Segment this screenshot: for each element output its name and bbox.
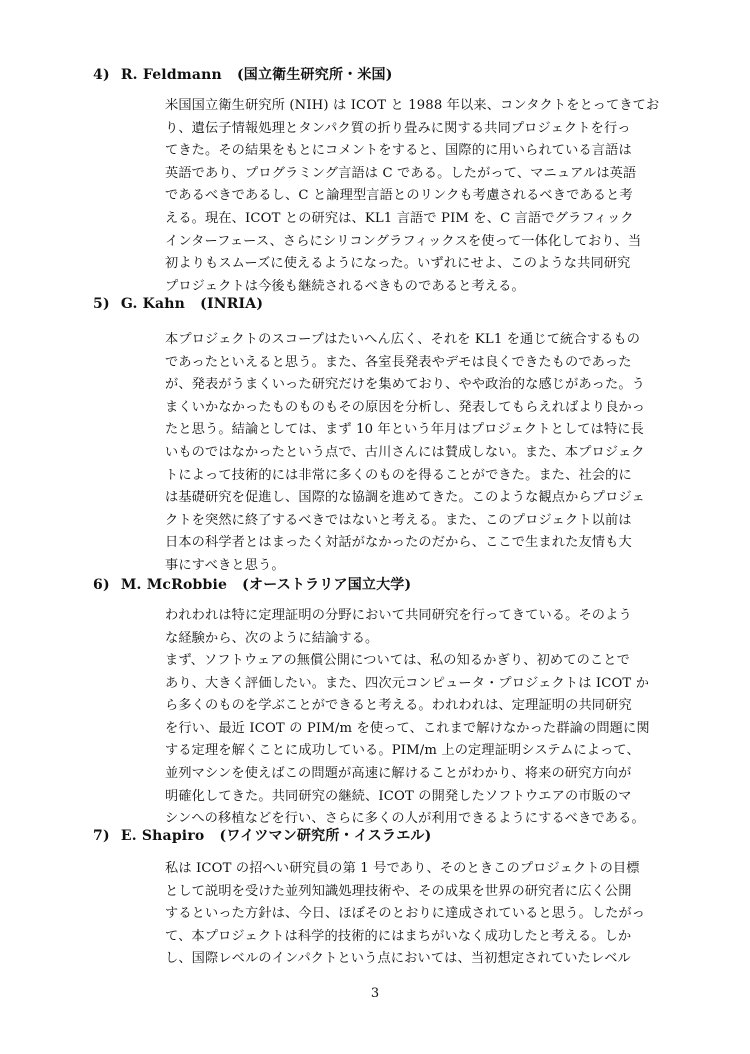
- paragraph-shapiro: [165, 858, 670, 971]
- text-line: て、本プロジェクトは科学的技術的にはまちがいなく成功したと考える。しか: [165, 928, 632, 944]
- paragraph-mcrobbie-1: [165, 605, 670, 650]
- section-heading-shapiro: [93, 825, 431, 845]
- text-line: シンへの移植などを行い、さらに多くの人が利用できるようにするべきである。: [165, 811, 645, 827]
- section-heading-kahn: [93, 296, 263, 312]
- text-line: てきた。その結果をもとにコメントをすると、国際的に用いられている言語は: [165, 143, 632, 159]
- text-line: ら多くのものを学ぶことができると考える。われわれは、定理証明の共同研究: [165, 698, 632, 714]
- section-number: 6): [93, 577, 110, 593]
- section-heading-feldmann: [93, 64, 393, 84]
- text-line: 事にすべきと思う。: [165, 557, 285, 573]
- paragraph-mcrobbie-2: [165, 650, 670, 831]
- paragraph-kahn: [165, 329, 670, 578]
- text-line: 私は ICOT の招へい研究員の第 1 号であり、そのときこのプロジェクトの目標: [165, 861, 640, 876]
- text-line: であるべきであるし、C と論理型言語とのリンクも考慮されるべきであると考: [165, 188, 633, 204]
- text-line: トによって技術的には非常に多くのものを得ることができた。また、社会的に: [165, 467, 632, 483]
- text-line: として説明を受けた並列知識処理技術や、その成果を世界の研究者に広く公開: [165, 883, 632, 899]
- section-person-name: E. Shapiro: [120, 828, 205, 844]
- text-line: を行い、最近 ICOT の PIM/m を使って、これまで解けなかった群論の問題に関: [165, 720, 650, 736]
- text-line: 本プロジェクトのスコープはたいへん広く、それを KL1 を通じて統合するもの: [165, 332, 641, 347]
- text-line: プロジェクトは今後も継続されるべきものであると考える。: [165, 278, 525, 294]
- text-line: まくいかなかったものものもその原因を分析し、発表してもらえればより良かっ: [165, 399, 646, 415]
- section-person-name: M. McRobbie: [120, 577, 228, 593]
- text-line: える。現在、ICOT との研究は、KL1 言語で PIM を、C 言語でグラフィック: [165, 210, 634, 226]
- text-line: 日本の科学者とはまったく対話がなかったのだから、ここで生まれた友情も大: [165, 535, 632, 551]
- text-line: な経験から、次のように結論する。: [165, 630, 379, 646]
- section-affiliation: (国立衛生研究所・米国): [236, 67, 393, 83]
- section-affiliation: (INRIA): [200, 296, 264, 312]
- section-affiliation: (ワイツマン研究所・イスラエル): [219, 828, 432, 844]
- text-line: インターフェース、さらにシリコングラフィックスを使って一体化しており、当: [165, 233, 642, 249]
- text-line: が、発表がうまくいった研究だけを集めており、やや政治的な感じがあった。う: [165, 377, 646, 393]
- text-line: する定理を解くことに成功している。PIM/m 上の定理証明システムによって、: [165, 743, 640, 759]
- section-person-name: R. Feldmann: [120, 67, 222, 83]
- section-heading-mcrobbie: [93, 574, 411, 594]
- text-line: 米国国立衛生研究所 (NIH) は ICOT と 1988 年以来、コンタクトをとってきてお: [165, 98, 660, 113]
- text-line: 英語であり、プログラミング言語は C である。したがって、マニュアルは英語: [165, 165, 637, 181]
- text-line: 初よりもスムーズに使えるようになった。いずれにせよ、このような共同研究: [165, 256, 631, 272]
- text-line: し、国際レベルのインパクトという点においては、当初想定されていたレベル: [165, 951, 631, 967]
- text-line: あり、大きく評価したい。また、四次元コンピュータ・プロジェクトは ICOT か: [165, 675, 650, 691]
- text-line: われわれは特に定理証明の分野において共同研究を行ってきている。そのよう: [165, 608, 632, 623]
- section-number: 7): [93, 828, 110, 844]
- paragraph-feldmann: [165, 95, 670, 298]
- text-line: 明確化してきた。共同研究の継続、ICOT の開発したソフトウエアの市販のマ: [165, 788, 632, 804]
- text-line: は基礎研究を促進し、国際的な協調を進めてきた。このような観点からプロジェ: [165, 490, 645, 506]
- text-line: いものではなかったという点で、古川さんには賛成しない。また、本プロジェク: [165, 444, 645, 460]
- text-line: クトを突然に終了するべきではないと考える。また、このプロジェクト以前は: [165, 512, 632, 528]
- section-number: 5): [93, 296, 110, 312]
- text-line: たと思う。結論としては、まず 10 年という年月はプロジェクトとしては特に長: [165, 422, 644, 438]
- text-line: するといった方針は、今日、ほぼそのとおりに達成されていると思う。したがっ: [165, 906, 646, 922]
- section-number: 4): [93, 67, 110, 83]
- page-number: 3: [370, 986, 380, 1001]
- text-line: まず、ソフトウェアの無償公開については、私の知るかぎり、初めてのことで: [165, 653, 630, 668]
- section-affiliation: (オーストラリア国立大学): [242, 577, 412, 593]
- text-line: であったといえると思う。また、各室長発表やデモは良くできたものであった: [165, 354, 632, 370]
- text-line: り、遺伝子情報処理とタンパク質の折り畳みに関する共同プロジェクトを行っ: [165, 120, 631, 136]
- section-person-name: G. Kahn: [120, 296, 186, 312]
- text-line: 並列マシンを使えばこの問題が高速に解けることがわかり、将来の研究方向が: [165, 765, 632, 781]
